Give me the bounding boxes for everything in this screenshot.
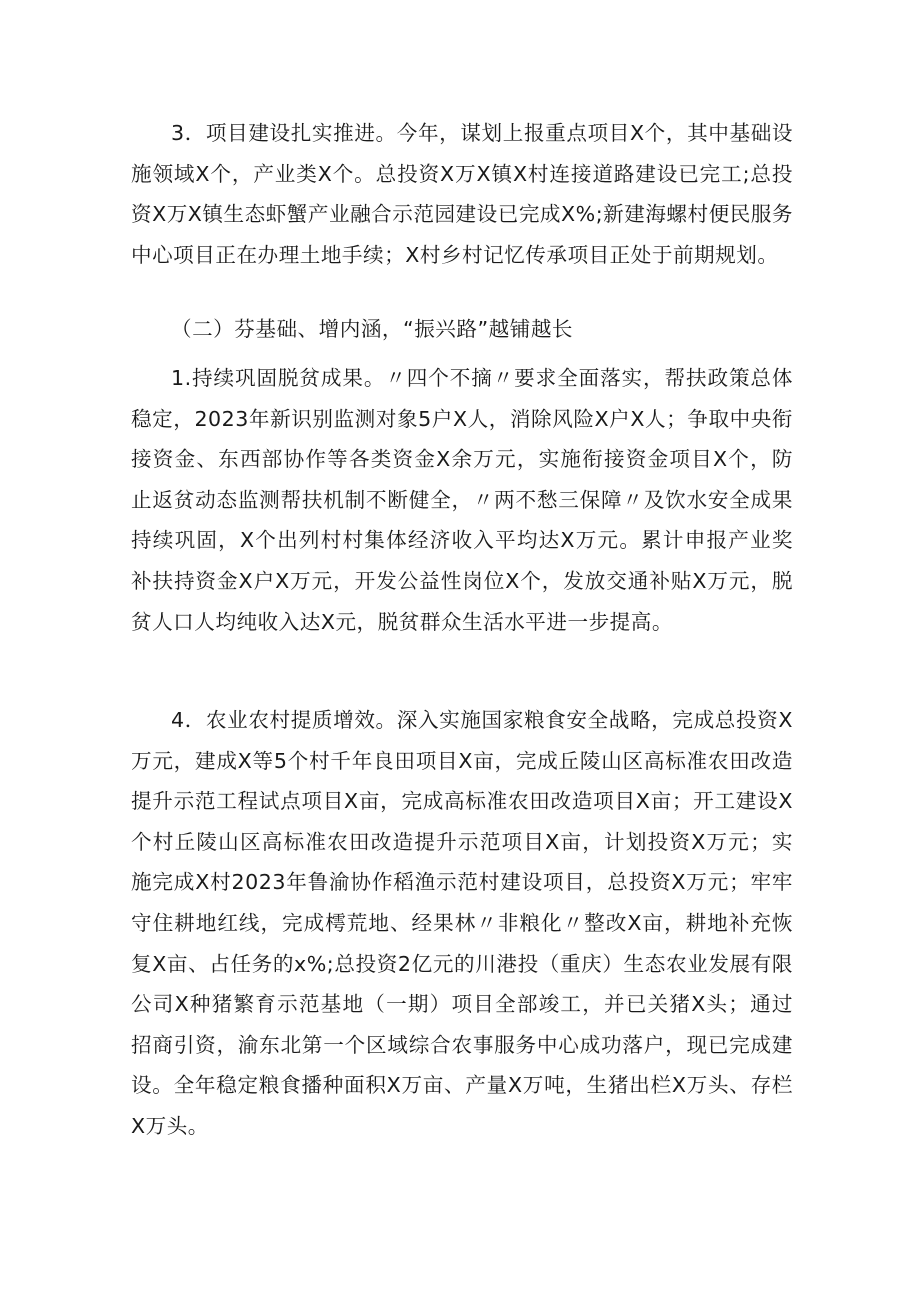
paragraph-text: 4．农业农村提质增效。深入实施国家粮食安全战略，完成总投资X万元，建成X等5个村千年良田项目X亩，完成丘陵山区高标准农田改造提升示范工程试点项目X亩，完成高标准农田改造项目X亩；开工建设X个村丘陵山区高标准农田改造提升示范项目X亩，计划投资X万元；实施完成X村2023年鲁渝协作稻渔示范村建设项目，总投资X万元；牢牢守住耕地红线，完成樗荒地、经果林〃非粮化〃整改X亩，耕地补充恢复X亩、占任务的x%;总投资2亿元的川港投（重庆）生态农业发展有限公司X种猪繁育示范基地（一期）项目全部竣工，并已关猪X头；通过招商引资，渝东北第一个区域综合农事服务中心成功落户，现已完成建设。全年稳定粮食播种面积X万亩、产量X万吨，生猪出栏X万头、存栏X万头。 xyxy=(131,708,793,1138)
paragraph-agriculture xyxy=(131,700,793,1147)
section-heading-text: （二）芬基础、增内涵，“振兴路”越铺越长 xyxy=(171,317,574,341)
paragraph-project-construction xyxy=(131,113,793,275)
paragraph-poverty-alleviation xyxy=(131,358,793,642)
paragraph-text: 1.持续巩固脱贫成果。〃四个不摘〃要求全面落实，帮扶政策总体稳定，2023年新识别监测对象5户X人，消除风险X户X人；争取中央衔接资金、东西部协作等各类资金X余万元，实施衔接资金项目X个，防止返贫动态监测帮扶机制不断健全，〃两不愁三保障〃及饮水安全成果持续巩固，X个出列村村集体经济收入平均达X万元。累计申报产业奖补扶持资金X户X万元，开发公益性岗位X个，发放交通补贴X万元，脱贫人口人均纯收入达X元，脱贫群众生活水平进一步提高。 xyxy=(131,366,793,634)
paragraph-text: 3．项目建设扎实推进。今年，谋划上报重点项目X个，其中基础设施领域X个，产业类X个。总投资X万X镇X村连接道路建设已完工;总投资X万X镇生态虾蟹产业融合示范园建设已完成X%;新建海螺村便民服务中心项目正在办理土地手续；X村乡村记忆传承项目正处于前期规划。 xyxy=(131,121,793,267)
section-heading xyxy=(131,309,793,350)
